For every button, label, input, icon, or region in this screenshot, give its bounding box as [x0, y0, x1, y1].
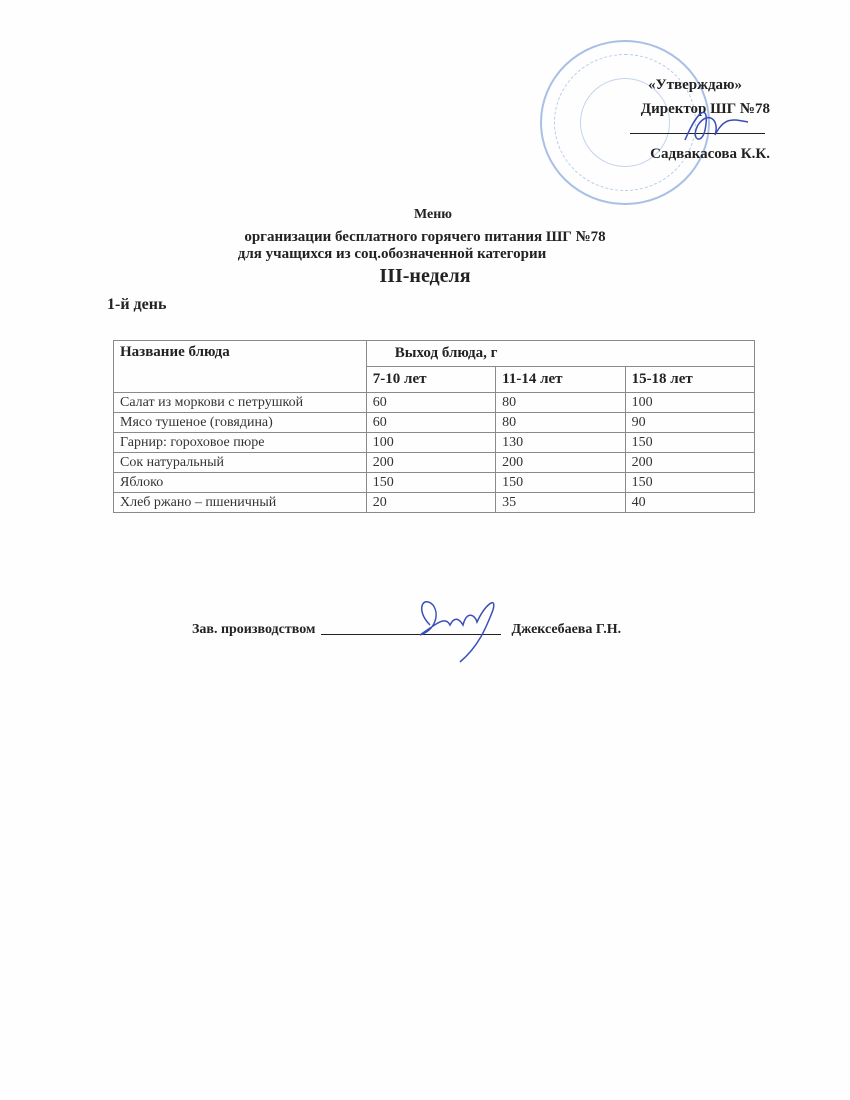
- yield-value: 130: [496, 433, 625, 453]
- menu-table: [113, 340, 755, 513]
- yield-value: 40: [625, 493, 754, 513]
- dish-name: Хлеб ржано – пшеничный: [114, 493, 367, 513]
- yield-value: 100: [625, 393, 754, 413]
- yield-value: 100: [366, 433, 495, 453]
- footer-role: Зав. производством: [192, 622, 316, 637]
- document-subtitle-1: организации бесплатного горячего питания ШГ №78: [244, 229, 606, 245]
- col-header-yield: Выход блюда, г: [366, 341, 754, 367]
- yield-value: 80: [496, 413, 625, 433]
- table-row: [114, 413, 755, 433]
- yield-value: 200: [496, 453, 625, 473]
- yield-value: 80: [496, 393, 625, 413]
- col-header-age: 11-14 лет: [496, 367, 625, 393]
- approval-position: Директор ШГ №78: [640, 101, 770, 117]
- table-row: [114, 453, 755, 473]
- yield-value: 200: [625, 453, 754, 473]
- dish-name: Сок натуральный: [114, 453, 367, 473]
- table-row: [114, 433, 755, 453]
- table-row: [114, 493, 755, 513]
- col-header-age: 7-10 лет: [366, 367, 495, 393]
- yield-value: 90: [625, 413, 754, 433]
- yield-value: 150: [625, 473, 754, 493]
- yield-value: 150: [625, 433, 754, 453]
- table-row: [114, 393, 755, 413]
- table-header-row: [114, 341, 755, 367]
- footer-name: Джексебаева Г.Н.: [511, 622, 622, 637]
- dish-name: Салат из моркови с петрушкой: [114, 393, 367, 413]
- yield-value: 35: [496, 493, 625, 513]
- table-row: [114, 473, 755, 493]
- col-header-age: 15-18 лет: [625, 367, 754, 393]
- yield-value: 150: [366, 473, 495, 493]
- dish-name: Гарнир: гороховое пюре: [114, 433, 367, 453]
- yield-value: 60: [366, 393, 495, 413]
- yield-value: 20: [366, 493, 495, 513]
- approval-heading: «Утверждаю»: [648, 77, 742, 93]
- yield-value: 60: [366, 413, 495, 433]
- document-title: Меню: [413, 207, 452, 222]
- yield-value: 150: [496, 473, 625, 493]
- dish-name: Яблоко: [114, 473, 367, 493]
- document-subtitle-2: для учащихся из соц.обозначенной категории: [237, 246, 547, 262]
- day-label: 1-й день: [107, 296, 167, 313]
- col-header-dish: Название блюда: [114, 341, 367, 393]
- approval-name: Садвакасова К.К.: [650, 146, 770, 162]
- yield-value: 200: [366, 453, 495, 473]
- week-label: III-неделя: [379, 265, 471, 287]
- production-head-signature-icon: [405, 590, 515, 665]
- director-signature-icon: [680, 100, 750, 150]
- dish-name: Мясо тушеное (говядина): [114, 413, 367, 433]
